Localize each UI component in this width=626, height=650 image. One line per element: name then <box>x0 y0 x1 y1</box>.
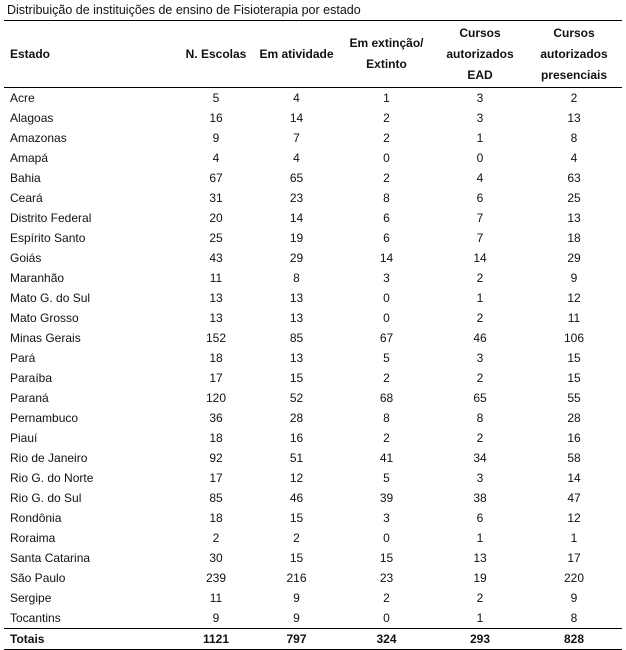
header-ead <box>434 21 526 88</box>
cell-extincao: 67 <box>379 331 394 345</box>
cell-escolas: 2 <box>212 531 220 545</box>
cell-estado: Goiás <box>10 251 42 265</box>
cell-escolas: 16 <box>209 111 223 125</box>
cell-presenciais: 16 <box>567 431 581 445</box>
header-ead-line1: Cursos <box>459 25 501 40</box>
table-row <box>4 268 622 288</box>
table-row <box>4 248 622 268</box>
cell-extincao: 0 <box>383 291 390 305</box>
cell-estado: Mato Grosso <box>10 311 79 325</box>
cell-ead: 3 <box>476 111 484 125</box>
cell-escolas: 67 <box>209 171 223 185</box>
cell-ead: 2 <box>476 431 484 445</box>
cell-extincao: 68 <box>379 391 394 405</box>
cell-escolas: 4 <box>212 151 220 165</box>
cell-presenciais: 12 <box>567 291 581 305</box>
cell-estado: Espírito Santo <box>10 231 86 245</box>
cell-extincao: 2 <box>383 431 390 445</box>
cell-estado: Amazonas <box>10 131 67 145</box>
cell-atividade: 51 <box>289 451 304 465</box>
cell-extincao: 6 <box>383 211 390 225</box>
table-row <box>4 608 622 629</box>
cell-escolas: 25 <box>209 231 223 245</box>
header-presenciais <box>526 21 622 88</box>
cell-ead: 1 <box>476 531 484 545</box>
cell-estado: Rio G. do Sul <box>10 491 82 505</box>
cell-atividade: 16 <box>289 431 304 445</box>
total-escolas: 1121 <box>178 629 254 650</box>
total-extincao: 324 <box>339 629 434 650</box>
total-atividade: 797 <box>254 629 339 650</box>
cell-ead: 0 <box>476 151 484 165</box>
cell-presenciais: 8 <box>570 611 578 625</box>
cell-estado: Santa Catarina <box>10 551 91 565</box>
table-row <box>4 308 622 328</box>
cell-estado: Pernambuco <box>10 411 79 425</box>
cell-atividade: 15 <box>289 371 304 385</box>
table-row <box>4 148 622 168</box>
cell-presenciais: 15 <box>567 351 581 365</box>
cell-extincao: 0 <box>383 611 390 625</box>
cell-escolas: 85 <box>209 491 223 505</box>
cell-ead: 19 <box>473 571 487 585</box>
cell-atividade: 15 <box>289 511 304 525</box>
cell-presenciais: 13 <box>567 111 581 125</box>
cell-escolas: 152 <box>205 331 227 345</box>
cell-atividade: 7 <box>293 131 300 145</box>
cell-atividade: 29 <box>289 251 304 265</box>
table-row <box>4 528 622 548</box>
cell-extincao: 5 <box>383 471 390 485</box>
cell-atividade: 13 <box>289 351 304 365</box>
header-estado: Estado <box>4 21 178 88</box>
cell-atividade: 15 <box>289 551 304 565</box>
cell-ead: 3 <box>476 471 484 485</box>
cell-escolas: 239 <box>205 571 227 585</box>
cell-extincao: 1 <box>383 91 390 105</box>
cell-ead: 1 <box>476 611 484 625</box>
header-row <box>4 21 622 88</box>
table-row <box>4 428 622 448</box>
cell-estado: Sergipe <box>10 591 52 605</box>
total-presenciais: 828 <box>526 629 622 650</box>
cell-escolas: 11 <box>209 271 223 285</box>
cell-extincao: 6 <box>383 231 390 245</box>
cell-presenciais: 14 <box>567 471 581 485</box>
cell-extincao: 0 <box>383 531 390 545</box>
cell-ead: 2 <box>476 371 484 385</box>
cell-atividade: 19 <box>289 231 304 245</box>
cell-extincao: 39 <box>379 491 394 505</box>
institutions-table <box>4 21 622 650</box>
cell-ead: 7 <box>476 211 484 225</box>
table-row <box>4 388 622 408</box>
cell-escolas: 13 <box>209 311 223 325</box>
table-row <box>4 328 622 348</box>
cell-estado: Bahia <box>10 171 41 185</box>
cell-ead: 13 <box>473 551 487 565</box>
cell-atividade: 14 <box>289 211 304 225</box>
table-row <box>4 228 622 248</box>
cell-atividade: 4 <box>293 91 300 105</box>
document-table-figure <box>4 0 622 650</box>
cell-atividade: 216 <box>286 571 307 585</box>
cell-ead: 8 <box>476 411 484 425</box>
cell-estado: Paraná <box>10 391 49 405</box>
cell-ead: 7 <box>476 231 484 245</box>
cell-escolas: 11 <box>209 591 223 605</box>
table-row <box>4 408 622 428</box>
cell-presenciais: 1 <box>570 531 578 545</box>
cell-ead: 14 <box>473 251 487 265</box>
cell-presenciais: 8 <box>570 131 578 145</box>
cell-estado: Minas Gerais <box>10 331 81 345</box>
cell-presenciais: 55 <box>567 391 581 405</box>
cell-presenciais: 47 <box>567 491 581 505</box>
cell-estado: Rio de Janeiro <box>10 451 88 465</box>
cell-ead: 2 <box>476 311 484 325</box>
cell-extincao: 3 <box>383 271 390 285</box>
cell-estado: Roraima <box>10 531 56 545</box>
cell-extincao: 41 <box>379 451 394 465</box>
cell-estado: Ceará <box>10 191 43 205</box>
cell-presenciais: 25 <box>567 191 581 205</box>
total-estado: Totais <box>4 629 178 650</box>
table-row <box>4 88 622 109</box>
cell-escolas: 18 <box>209 351 223 365</box>
cell-extincao: 5 <box>383 351 390 365</box>
cell-extincao: 2 <box>383 111 390 125</box>
cell-atividade: 13 <box>289 291 304 305</box>
cell-estado: Rio G. do Norte <box>10 471 94 485</box>
cell-ead: 2 <box>476 591 484 605</box>
cell-escolas: 120 <box>205 391 227 405</box>
cell-estado: Pará <box>10 351 36 365</box>
cell-escolas: 5 <box>212 91 220 105</box>
table-row <box>4 348 622 368</box>
header-atividade: Em atividade <box>254 21 339 88</box>
cell-presenciais: 15 <box>567 371 581 385</box>
cell-atividade: 9 <box>293 611 300 625</box>
cell-atividade: 12 <box>289 471 304 485</box>
cell-extincao: 2 <box>383 591 390 605</box>
header-pres-line3: presenciais <box>540 67 608 82</box>
cell-presenciais: 28 <box>567 411 581 425</box>
cell-estado: São Paulo <box>10 571 66 585</box>
cell-presenciais: 12 <box>567 511 581 525</box>
cell-atividade: 85 <box>289 331 304 345</box>
cell-escolas: 30 <box>209 551 223 565</box>
cell-extincao: 3 <box>383 511 390 525</box>
cell-ead: 3 <box>476 351 484 365</box>
cell-presenciais: 17 <box>567 551 581 565</box>
cell-ead: 46 <box>473 331 487 345</box>
cell-escolas: 31 <box>209 191 223 205</box>
cell-atividade: 28 <box>289 411 304 425</box>
table-row <box>4 168 622 188</box>
cell-presenciais: 11 <box>567 311 581 325</box>
header-pres-line2: autorizados <box>540 46 608 61</box>
cell-atividade: 9 <box>293 591 300 605</box>
cell-escolas: 43 <box>209 251 223 265</box>
cell-escolas: 17 <box>209 371 223 385</box>
table-row <box>4 128 622 148</box>
cell-presenciais: 18 <box>567 231 581 245</box>
cell-presenciais: 58 <box>567 451 581 465</box>
cell-estado: Distrito Federal <box>10 211 92 225</box>
cell-extincao: 2 <box>383 131 390 145</box>
cell-extincao: 2 <box>383 171 390 185</box>
cell-extincao: 8 <box>383 411 390 425</box>
cell-estado: Piauí <box>10 431 38 445</box>
cell-escolas: 20 <box>209 211 223 225</box>
cell-escolas: 36 <box>209 411 223 425</box>
cell-presenciais: 106 <box>563 331 585 345</box>
table-row <box>4 188 622 208</box>
cell-ead: 4 <box>476 171 484 185</box>
header-extincao-line2: Extinto <box>366 57 407 71</box>
cell-estado: Alagoas <box>10 111 54 125</box>
cell-extincao: 0 <box>383 151 390 165</box>
cell-ead: 1 <box>476 291 484 305</box>
header-pres-line1: Cursos <box>553 25 595 40</box>
cell-presenciais: 4 <box>570 151 578 165</box>
table-row <box>4 588 622 608</box>
cell-ead: 3 <box>476 91 484 105</box>
header-escolas: N. Escolas <box>178 21 254 88</box>
cell-estado: Rondônia <box>10 511 62 525</box>
header-ead-line2: autorizados <box>446 46 514 61</box>
cell-ead: 65 <box>473 391 487 405</box>
cell-escolas: 92 <box>209 451 223 465</box>
cell-extincao: 0 <box>383 311 390 325</box>
table-row <box>4 508 622 528</box>
header-ead-line3: EAD <box>467 67 493 82</box>
table-body <box>4 88 622 650</box>
cell-escolas: 9 <box>212 611 220 625</box>
cell-presenciais: 9 <box>570 591 578 605</box>
cell-presenciais: 63 <box>567 171 581 185</box>
table-row <box>4 468 622 488</box>
cell-presenciais: 2 <box>570 91 578 105</box>
cell-ead: 1 <box>476 131 484 145</box>
cell-estado: Amapá <box>10 151 49 165</box>
cell-extincao: 14 <box>379 251 394 265</box>
cell-atividade: 8 <box>293 271 300 285</box>
cell-estado: Tocantins <box>10 611 61 625</box>
cell-atividade: 14 <box>289 111 304 125</box>
cell-atividade: 65 <box>289 171 304 185</box>
table-row <box>4 568 622 588</box>
cell-ead: 38 <box>473 491 487 505</box>
cell-atividade: 2 <box>293 531 300 545</box>
cell-atividade: 46 <box>289 491 304 505</box>
table-row <box>4 288 622 308</box>
cell-extincao: 23 <box>379 571 394 585</box>
header-extincao-line1: Em extinção/ <box>349 36 424 50</box>
header-extincao <box>339 21 434 88</box>
table-row <box>4 448 622 468</box>
table-row <box>4 548 622 568</box>
cell-ead: 6 <box>476 191 484 205</box>
table-caption: Distribuição de instituições de ensino de Fisioterapia por estado <box>4 0 622 21</box>
cell-presenciais: 13 <box>567 211 581 225</box>
cell-extincao: 15 <box>379 551 394 565</box>
totals-row <box>4 629 622 650</box>
cell-atividade: 52 <box>289 391 304 405</box>
cell-escolas: 18 <box>209 431 223 445</box>
cell-ead: 6 <box>476 511 484 525</box>
cell-presenciais: 29 <box>567 251 581 265</box>
cell-escolas: 18 <box>209 511 223 525</box>
cell-extincao: 2 <box>383 371 390 385</box>
cell-extincao: 8 <box>383 191 390 205</box>
total-ead: 293 <box>434 629 526 650</box>
cell-escolas: 17 <box>209 471 223 485</box>
cell-presenciais: 9 <box>570 271 578 285</box>
cell-estado: Mato G. do Sul <box>10 291 91 305</box>
cell-presenciais: 220 <box>563 571 585 585</box>
table-row <box>4 488 622 508</box>
cell-estado: Maranhão <box>10 271 65 285</box>
table-row <box>4 108 622 128</box>
cell-atividade: 4 <box>293 151 300 165</box>
cell-ead: 34 <box>473 451 487 465</box>
cell-escolas: 9 <box>212 131 220 145</box>
table-row <box>4 208 622 228</box>
cell-atividade: 13 <box>289 311 304 325</box>
cell-estado: Paraíba <box>10 371 53 385</box>
cell-estado: Acre <box>10 91 35 105</box>
cell-atividade: 23 <box>289 191 304 205</box>
cell-ead: 2 <box>476 271 484 285</box>
table-header <box>4 21 622 88</box>
cell-escolas: 13 <box>209 291 223 305</box>
table-row <box>4 368 622 388</box>
